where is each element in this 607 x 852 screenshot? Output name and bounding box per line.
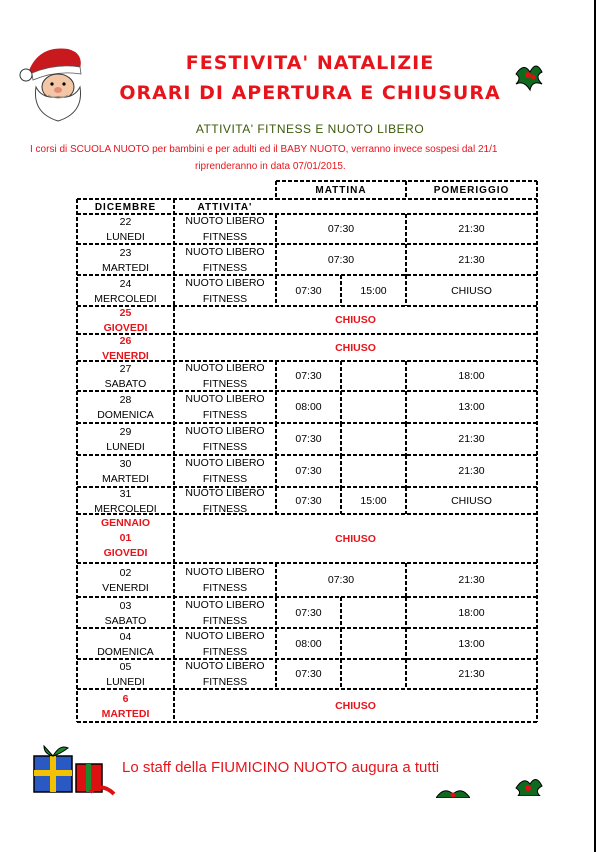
day-name: MERCOLEDI: [94, 502, 157, 515]
activity-line-1: NUOTO LIBERO: [185, 215, 265, 227]
morning-open-time: 07:30: [327, 253, 355, 266]
column-header-pomeriggio: POMERIGGIO: [433, 185, 510, 196]
activity-line-1: NUOTO LIBERO: [185, 598, 265, 611]
morning-open-time: 07:30: [295, 433, 322, 445]
morning-close-time: 15:00: [360, 494, 387, 507]
title-line-1: FESTIVITA' NATALIZIE: [185, 52, 435, 74]
date-number: 28: [119, 394, 132, 406]
date-number: 27: [119, 363, 132, 375]
activity-line-2: FITNESS: [202, 473, 248, 485]
date-number: 04: [119, 630, 132, 643]
title-line-2: ORARI DI APERTURA E CHIUSURA: [119, 82, 501, 104]
date-number: 03: [119, 599, 132, 612]
activity-line-2: FITNESS: [202, 614, 248, 627]
activity-line-1: NUOTO LIBERO: [185, 425, 265, 437]
closed-label: CHIUSO: [335, 532, 376, 545]
morning-open-time: 07:30: [327, 223, 355, 235]
day-name: VENERDI: [102, 349, 149, 362]
afternoon-close-time: CHIUSO: [451, 494, 492, 507]
day-name: GIOVEDI: [103, 547, 148, 559]
activity-line-1: NUOTO LIBERO: [185, 362, 265, 374]
day-name: MARTEDI: [101, 261, 150, 274]
column-header-mattina: MATTINA: [315, 185, 367, 196]
day-name: DOMENICA: [97, 409, 154, 421]
morning-open-time: 07:30: [295, 668, 322, 680]
holly-icon: [436, 786, 470, 798]
date-number: 31: [119, 487, 132, 500]
morning-open-time: 07:30: [295, 465, 322, 477]
day-name: MERCOLEDI: [94, 292, 157, 305]
closed-label: CHIUSO: [335, 341, 376, 354]
activity-line-2: FITNESS: [202, 378, 248, 390]
month-label: GENNAIO: [100, 517, 150, 529]
day-name: SABATO: [104, 378, 147, 390]
day-name: DOMENICA: [97, 645, 154, 658]
activity-line-1: NUOTO LIBERO: [185, 276, 265, 289]
activity-line-1: NUOTO LIBERO: [185, 457, 265, 469]
date-number: 05: [119, 661, 132, 673]
activity-line-1: NUOTO LIBERO: [185, 245, 265, 258]
date-number: 25: [119, 307, 132, 319]
activity-line-2: FITNESS: [202, 441, 248, 453]
afternoon-close-time: 18:00: [458, 370, 485, 382]
day-name: VENERDI: [102, 582, 149, 594]
afternoon-close-time: 21:30: [458, 465, 485, 477]
day-name: LUNEDI: [106, 676, 145, 688]
day-name: MARTEDI: [101, 707, 150, 720]
date-number: 22: [119, 216, 132, 228]
column-header-attivita: ATTIVITA': [197, 202, 253, 213]
closed-label: CHIUSO: [335, 699, 376, 712]
date-number: 23: [119, 246, 132, 259]
activity-line-1: NUOTO LIBERO: [185, 566, 265, 578]
morning-open-time: 07:30: [327, 574, 355, 586]
day-name: SABATO: [104, 614, 147, 627]
date-number: 01: [119, 532, 132, 544]
afternoon-close-time: 21:30: [458, 433, 485, 445]
closed-label: CHIUSO: [335, 314, 376, 326]
date-number: 30: [119, 458, 132, 470]
activity-line-2: FITNESS: [202, 292, 248, 305]
day-name: GIOVEDI: [103, 322, 148, 334]
afternoon-close-time: 21:30: [458, 253, 485, 266]
morning-open-time: 07:30: [295, 606, 322, 619]
day-name: LUNEDI: [106, 231, 145, 243]
afternoon-close-time: 21:30: [458, 668, 485, 680]
date-number: 6: [122, 692, 129, 705]
day-name: MARTEDI: [101, 473, 150, 485]
activity-line-1: NUOTO LIBERO: [185, 629, 265, 642]
morning-close-time: 15:00: [360, 284, 387, 297]
morning-open-time: 08:00: [295, 637, 322, 650]
activity-line-2: FITNESS: [202, 231, 248, 243]
morning-open-time: 07:30: [295, 370, 322, 382]
notice-line-1: I corsi di SCUOLA NUOTO per bambini e per adulti ed il BABY NUOTO, verranno invece sospesi dal 21/1: [30, 144, 498, 155]
afternoon-close-time: 21:30: [458, 223, 485, 235]
activity-line-2: FITNESS: [202, 582, 248, 594]
activity-line-2: FITNESS: [202, 676, 248, 688]
activity-line-2: FITNESS: [202, 261, 248, 274]
morning-open-time: 07:30: [295, 494, 322, 507]
holly-icon: [514, 774, 544, 796]
day-name: LUNEDI: [106, 441, 145, 453]
afternoon-close-time: CHIUSO: [451, 284, 492, 297]
santa-claus-icon: [18, 43, 92, 123]
subtitle: ATTIVITA' FITNESS E NUOTO LIBERO: [195, 122, 425, 136]
notice-line-2: riprenderanno in data 07/01/2015.: [195, 161, 346, 172]
holly-icon: [514, 58, 544, 92]
afternoon-close-time: 21:30: [458, 574, 485, 586]
date-number: 26: [119, 334, 132, 347]
activity-line-2: FITNESS: [202, 409, 248, 421]
gift-boxes-icon: [30, 742, 116, 798]
afternoon-close-time: 18:00: [458, 606, 485, 619]
footer-greeting: Lo staff della FIUMICINO NUOTO augura a tutti: [122, 759, 440, 776]
activity-line-1: NUOTO LIBERO: [185, 660, 265, 672]
afternoon-close-time: 13:00: [458, 401, 485, 413]
date-number: 02: [119, 567, 132, 579]
date-number: 29: [119, 426, 132, 438]
activity-line-2: FITNESS: [202, 645, 248, 658]
activity-line-1: NUOTO LIBERO: [185, 393, 265, 405]
morning-open-time: 08:00: [295, 401, 322, 413]
date-number: 24: [119, 277, 132, 290]
activity-line-1: NUOTO LIBERO: [185, 486, 265, 499]
column-header-dicembre: DICEMBRE: [94, 202, 157, 213]
activity-line-2: FITNESS: [202, 502, 248, 515]
afternoon-close-time: 13:00: [458, 637, 485, 650]
morning-open-time: 07:30: [295, 284, 322, 297]
